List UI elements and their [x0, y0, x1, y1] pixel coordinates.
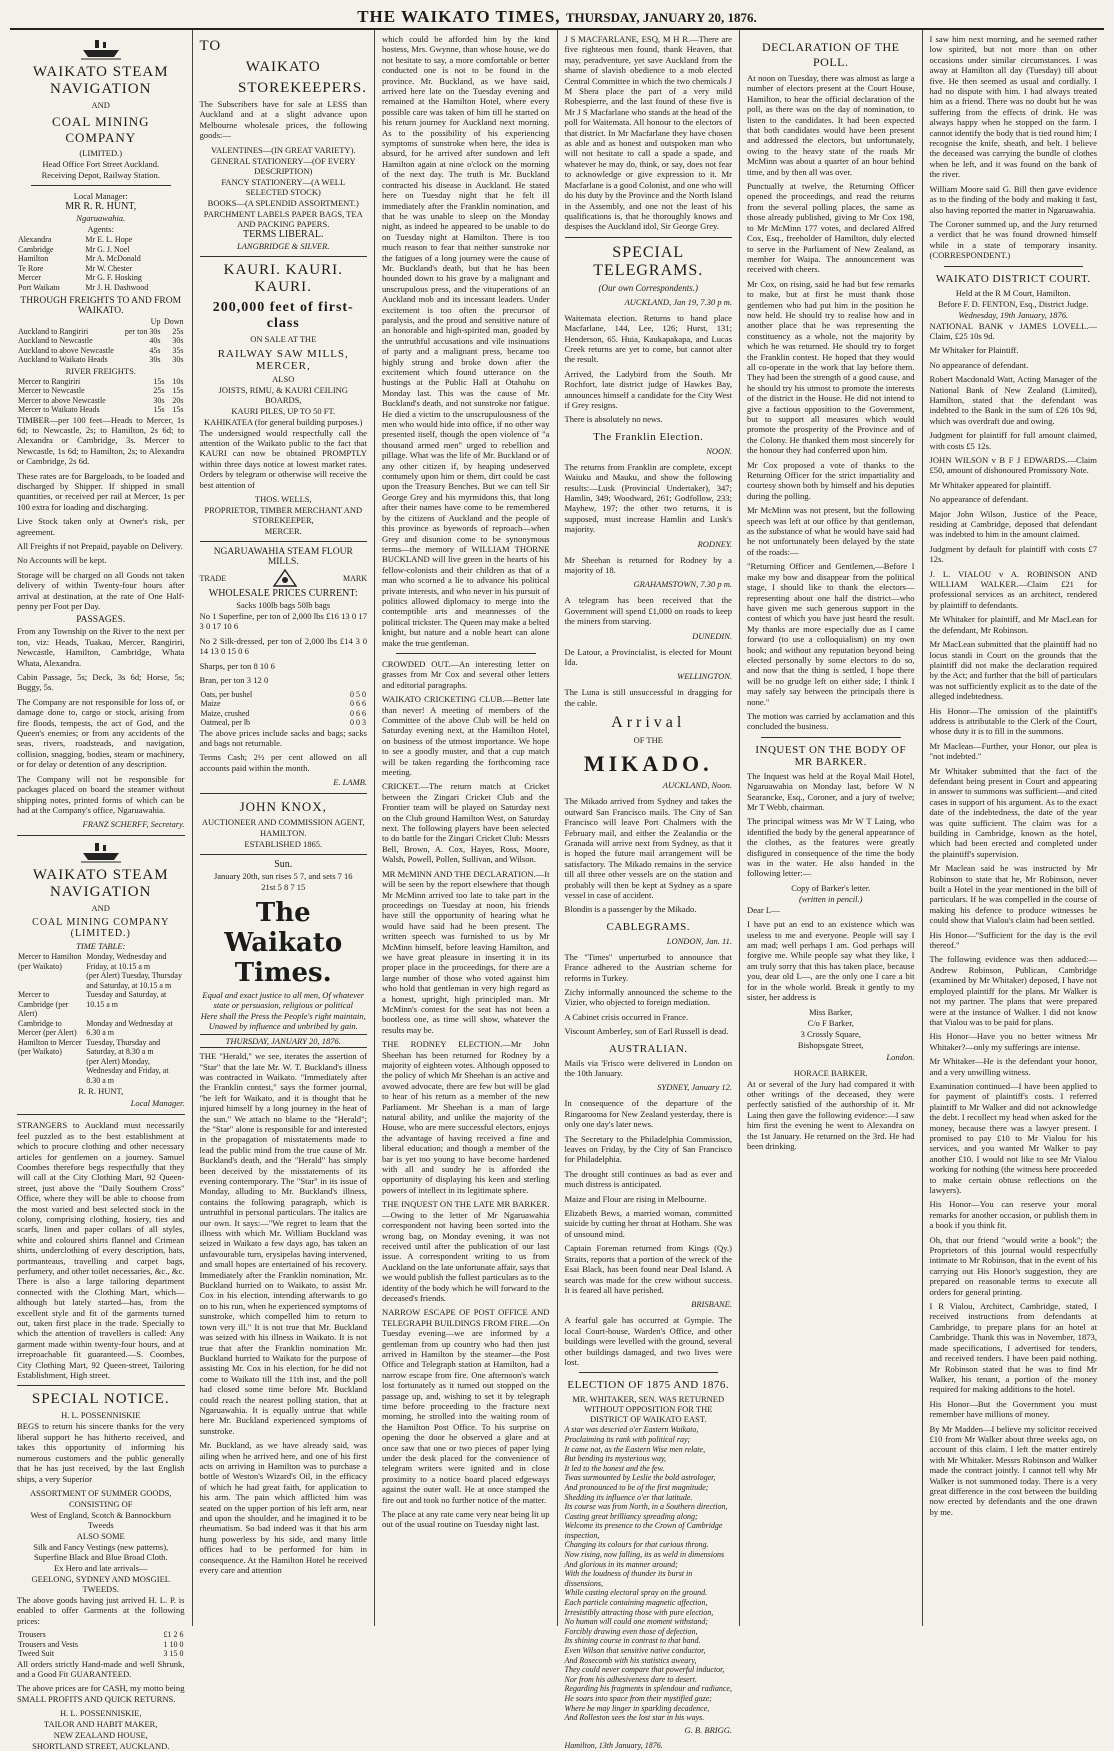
divider	[200, 256, 368, 257]
accounts-note: No Accounts will be kept.	[17, 555, 107, 566]
poem-signature: G. B. BRIGG.	[684, 1724, 732, 1735]
kauri-notice: The undersigned would respectfully call the attention of the Waikato public to the fact that KAURI can now be obtained PROMPTLY within three days notice at lowest market rates. Orders by telegram or otherwise will receive the best attention of	[199, 427, 367, 490]
table-row: Trousers £1 2 6	[18, 1630, 184, 1640]
poem-line: Its shining course in contrast to that band.	[564, 1636, 701, 1646]
wholesale-prices: WHOLESALE PRICES CURRENT:	[208, 588, 358, 600]
telegram: Mr Sheehan is returned for Rodney by a majority of 18.	[564, 554, 732, 576]
table-row: Mercer Mr G. F. Hosking	[18, 273, 142, 282]
dateline: NOON.	[706, 445, 732, 456]
table-row: Mercer to Newcastle 25s 15s	[18, 386, 184, 395]
telegram: Elizabeth Bews, a married woman, committed suicide by cutting her throat at Hotham. She was of unsound mind.	[564, 1208, 732, 1239]
poem-line: And pronounced to be of the first magnitude;	[564, 1482, 709, 1492]
hunt-title: Local Manager.	[130, 1098, 185, 1109]
timber-rates: TIMBER—per 100 feet—Heads to Mercer, 1s 6d; to Newcastle, 2s; to Hamilton, 2s 6d; to Alexandra or Cambridge, 3s. Mercer to Newcastle, 1s 6d; to Hamilton, 2s; to Alexandra or Cambridge, 2s 6d.	[17, 414, 185, 467]
company2-and: AND	[91, 903, 110, 914]
poem-line: With the loudness of thunder its burst in dissensions,	[564, 1569, 693, 1588]
head-office: Head Office Fort Street Auckland.	[42, 159, 160, 169]
live-stock-note: Live Stock taken only at Owner's risk, per agreement.	[17, 516, 185, 537]
column-6	[923, 30, 1105, 1626]
also-label: ALSO	[272, 373, 295, 384]
company-limited: (LIMITED.)	[79, 148, 123, 158]
possenniskie-footer-4: SHORTLAND STREET, AUCKLAND.	[32, 1741, 170, 1751]
possenniskie-footer-2: TAILOR AND HABIT MAKER,	[44, 1719, 158, 1730]
cablegrams-title: CABLEGRAMS.	[606, 920, 690, 933]
columns	[10, 30, 1104, 1751]
masthead-title: THE WAIKATO TIMES,	[357, 7, 561, 26]
flour-mills-title: NGARUAWAHIA STEAM FLOUR MILLS.	[213, 547, 353, 568]
declaration-paragraph: Punctually at twelve, the Returning Officer opened the proceedings, and read the returns from the several polling places, the same as those already published, giving to Mr Cox 198, to Mr McMinn 177 votes, and declared Alfred Cox, Esq., freeholder of Hamilton, duly elected to serve in the Parliament of New Zealand, as member for Waipa. The announcement was received with cheers.	[747, 181, 915, 275]
kahikatea-line: KAHIKATEA (for general building purposes.)	[204, 416, 363, 427]
goods-item: PARCHMENT LABELS PAPER BAGS, TEA AND PACKING PAPERS.	[203, 208, 363, 229]
ex-hero-tweeds: GEELONG, SYDNEY AND MOSGIEL TWEEDS.	[31, 1573, 170, 1594]
court-case: Mr Whitaker for plaintiff, and Mr MacLean for the defendant, Mr Robinson.	[929, 614, 1097, 635]
freights-title: THROUGH FREIGHTS TO AND FROM WAIKATO.	[20, 296, 182, 316]
lamb-signature: E. LAMB.	[333, 777, 367, 788]
table-row: Maize 0 6 6	[200, 699, 366, 708]
company-title-2: COAL MINING COMPANY	[51, 114, 150, 145]
goods-item: FANCY STATIONERY—(A WELL SELECTED STOCK)	[221, 176, 346, 197]
column-2	[193, 30, 376, 1626]
table-row: Mercer to Waikato Heads 15s 15s	[18, 405, 184, 414]
letter-address: Bishopsgate Street,	[797, 1039, 864, 1050]
special-telegrams-title: SPECIAL TELEGRAMS.	[593, 243, 704, 279]
company2-title-2: COAL MINING COMPANY (LIMITED.)	[32, 917, 170, 940]
cash-note: The above prices are for CASH, my motto being SMALL PROFITS AND QUICK RETURNS.	[17, 1683, 185, 1704]
telegram: Viscount Amberley, son of Earl Russell is dead.	[564, 1026, 729, 1037]
court-case: His Honor—But the Government you must remember have millions of money.	[929, 1398, 1097, 1420]
telegram: The Mikado arrived from Sydney and takes the outward San Francisco mails. The City of San Francisco will leave Port Chalmers with the February mail, and either the Zealandia or the Granada will arrive next from Sydney, as that it is hoped the future mail arrangement will be satisfactory. The Mikado remains in the service till all three other vessels are on the station and probably will then be kept at Sydney as a spare vessel in case of accident.	[564, 796, 732, 900]
telegram: The "Times" unperturbed to announce that France adhered to the Austrian scheme for reforms in Turkey.	[564, 951, 732, 983]
liability-note: The Company are not responsible for loss of, or damage done to, cargo or stock, arising from fire floods, tempests, the act of God, and the Queen's enemies; or from any accidents of the seas, rivers, roadsteads, and navigation, collision, snagging, bodies, steam or machinery, or for delay or detention of any description.	[17, 696, 185, 770]
inquest-paragraph: The principal witness was Mr W T Laing, who identified the body by the general appearance of the clothes, as the features were greatly disfigured in consequence of the time the body was in the water. He also handed in the following letter:—	[747, 816, 915, 879]
column-1	[10, 30, 193, 1751]
timetable	[17, 952, 185, 1085]
flour-row: No 1 Superfine, per ton of 2,000 lbs £16 13 0 17 3 0 17 10 6	[199, 611, 367, 632]
poem-line: Welcome its presence to the Crown of Cambridge inspection,	[564, 1521, 723, 1540]
court-case: Judgment by default for plaintiff with costs £7 12s.	[929, 543, 1097, 565]
telegram: Maize and Flour are rising in Melbourne.	[564, 1193, 707, 1204]
dateline: AUCKLAND, Jan 19, 7.30 p m.	[624, 296, 732, 307]
australian-title: AUSTRALIAN.	[608, 1042, 688, 1055]
clothing-prices	[17, 1630, 185, 1659]
court-case: Mr Maclean said he was instructed by Mr Robinson to state that he, Mr Robinson, never built a Hotel in the year mentioned in the bill of particulars. If he was compelled in the course of making his defence to produce witnesses he could show that Vialou's claim had been settled.	[929, 863, 1097, 926]
table-row: Auckland to Newcastle 40s 30s	[18, 336, 184, 345]
telegram: A Cabinet crisis occurred in France.	[564, 1011, 689, 1022]
letter-heading: Copy of Barker's letter.	[791, 882, 871, 893]
thos-wells: THOS. WELLS,	[254, 494, 312, 505]
subscribers-note: The Subscribers have for sale at LESS than Auckland and at a slight advance upon Melbourne wholesale prices, the following goods:—	[199, 99, 367, 141]
table-row: Auckland to Rangiriri per ton 30s 25s	[18, 326, 184, 336]
telegram: Waitemata election. Returns to hand place Macfarlane, 144, Lee, 126; Hurst, 131; Henderson, 65. Huia, Kaukapakapa, and Lucas Creek returns are yet to come, but cannot alter the result.	[564, 312, 732, 365]
dateline: SYDNEY, January 12.	[657, 1082, 732, 1093]
receiving-depot: Receiving Depot, Railway Station.	[41, 170, 160, 180]
court-case: His Honor—"Sufficient for the day is the evil thereof."	[929, 929, 1097, 951]
waikato-heading: WAIKATO	[245, 59, 321, 75]
table-row: Oatmeal, per lb 0 0 3	[200, 718, 366, 727]
motto-2: Here shall the Press the People's right maintain, Unawed by influence and unbribed by gain.	[200, 1011, 366, 1032]
mikado-heading: MIKADO.	[583, 751, 713, 777]
to-heading: TO	[199, 38, 222, 54]
table-row: Alexandra Mr E. L. Hope	[18, 235, 133, 244]
court-case: Judgment for plaintiff for full amount claimed, with costs £5 12s.	[929, 430, 1097, 451]
inquest-title: INQUEST ON THE BODY OF MR BARKER.	[755, 743, 907, 768]
telegram: In consequence of the departure of the Ringarooma for New Zealand yesterday, there is only one day's later news.	[564, 1098, 732, 1130]
table-row: Auckland to Waikato Heads 30s 30s	[18, 355, 184, 364]
court-case: JOHN WILSON v B F J EDWARDS.—Claim £50, amount of dishonoured Promissory Note.	[929, 455, 1097, 476]
paper-title: The Waikato Times.	[224, 898, 343, 989]
inquest-continued: The Coroner summed up, and the Jury returned a verdict that he was found drowned himself while in a state of temporary insanity. (CORRESPONDENT.)	[929, 218, 1097, 261]
poem-date: Hamilton, 13th January, 1876.	[564, 1740, 663, 1750]
dateline: BRISBANE.	[691, 1299, 732, 1310]
passages-title: PASSAGES.	[76, 615, 126, 626]
table-row: Hamilton to Mercer (per Waikato) Tuesday, Thursday and Saturday, at 8.30 a m	[18, 1037, 161, 1057]
table-row: Auckland to above Newcastle 45s 35s	[18, 345, 184, 355]
declaration-paragraph: At noon on Tuesday, there was almost as large a number of electors present at the Court House, Hamilton, to hear the official declaration of the poll, as there was on the day of nomination, to listen to the candidates. It had been expected that both candidates would have been present and addressed the electors, but unfortunately, owing to the heavy state of the roads Mr McMinn was about a quarter of an hour behind time, and by then all was over.	[747, 73, 915, 177]
john-knox: JOHN KNOX,	[239, 799, 327, 815]
fancy-goods: Silk and Fancy Vestings (new patterns), Superfine Black and Blue Broad Cloth.	[33, 1541, 169, 1562]
goods-item: GENERAL STATIONERY—(OF EVERY DESCRIPTION)	[210, 155, 356, 176]
table-row: (per Alert) Monday, Wednesday and Friday, at 8.30 a m	[86, 1056, 169, 1085]
letter-address: Miss Barker,	[808, 1006, 853, 1017]
table-row: Port Waikato Mr J. H. Dashwood	[18, 282, 149, 292]
ex-hero: Ex Hero and late arrivals—	[54, 1562, 148, 1573]
poem-line: A star was descried o'er Eastern Waikato,	[564, 1425, 699, 1435]
rates-note: These rates are for Bargeloads, to be loaded and discharged by Shipper. If shipped in small quantities, or received per rail at Mercer, 1s per 100 extra for loading and discharging.	[17, 470, 185, 512]
letter-address: C/o F Barker,	[807, 1017, 854, 1028]
poem-line: They could never compare that powerful inductor,	[564, 1665, 725, 1675]
letter-body: I have put an end to an existence which was useless to me and everyone. People will say I am mad; well perhaps I am. God perhaps will forgive me. While people say what they like, I am truly sorry that this has taken place, because you, dear old L—, are the only one I care a bit for in the whole world. Break it gently to my sister, her address is	[747, 919, 915, 1003]
storage-note: Storage will be charged on all Goods not taken delivery of within Twenty-four hours after arrival at destination, at the rate of One Half-penny per Foot per Day.	[17, 569, 185, 611]
flour-row: Bran, per ton 3 12 0	[199, 675, 269, 686]
manager-place: Ngaruawahia.	[76, 213, 126, 223]
dateline: LONDON, Jan. 11.	[666, 935, 732, 946]
telegram: The Secretary to the Philadelphia Commission, leaves on Friday, by the City of San Francisco for Philadelphia.	[564, 1133, 732, 1165]
poem-line: Now rising, now falling, its as weld in dimensions	[564, 1550, 725, 1560]
table-row: Up Down	[150, 317, 184, 326]
letter-address: London.	[886, 1051, 915, 1062]
court-case: No appearance of defendant.	[929, 494, 1029, 505]
proprietor-line: PROPRIETOR, TIMBER MERCHANT AND STOREKEEPER,	[204, 505, 363, 526]
trade-mark-icon	[272, 568, 298, 588]
declaration-title: DECLARATION OF THE POLL.	[762, 40, 900, 69]
court-case: His Honor—The omission of the plaintiff's address is attributable to the Clerk of the Court, whose duty it is to fill in the summons.	[929, 705, 1097, 737]
declaration-paragraph: Mr McMinn was not present, but the following speech was left at our office by that gentleman, as the substance of what he would have said had he not unfortunately been delayed by the state of the roads:—	[747, 505, 915, 557]
letter-salutation: Dear L—	[747, 904, 780, 915]
table-row: (per Alert) Tuesday, Thursday and Saturday, at 10.15 a m	[86, 971, 182, 990]
also-some: ALSO SOME	[76, 1530, 125, 1541]
trade-label: TRADE	[199, 573, 227, 583]
company-title: WAIKATO STEAM NAVIGATION	[32, 64, 169, 97]
dateline: GRAHAMSTOWN, 7.30 p m.	[633, 579, 732, 590]
river-freights-table	[17, 377, 185, 415]
possenniskie-footer: H. L. POSSENNISKIE,	[60, 1708, 142, 1719]
feet-heading: 200,000 feet of first-class	[212, 299, 354, 331]
railway-saw-mills: RAILWAY SAW MILLS, MERCER,	[217, 347, 349, 372]
sun-row: January 20th, sun rises 5 7, and sets 7 16	[213, 871, 353, 882]
joists-line: JOISTS, RIMU, & KAURI CEILING BOARDS,	[218, 384, 348, 405]
telegram: The drought still continues as bad as ever and much distress is anticipated.	[564, 1168, 732, 1190]
telegram: A telegram has been received that the Government will spend £1,000 on roads to keep the miners from starving.	[564, 595, 732, 627]
table-row: Trousers and Vests 1 10 0	[18, 1639, 184, 1649]
court-case: His Honor—You can reserve your moral remarks for another occasion, or publish them in a book if you think fit.	[929, 1199, 1097, 1231]
on-sale: ON SALE AT THE	[250, 333, 317, 344]
telegram: De Latour, a Provincialist, is elected for Mount Ida.	[564, 646, 732, 668]
table-row: Mercer to Hamilton (per Waikato) Monday, Wednesday and Friday, at 10.15 a m	[18, 952, 167, 971]
divider	[944, 266, 1084, 267]
manager-name: MR R. R. HUNT,	[65, 201, 137, 212]
terms-cash: Terms Cash; 2½ per cent allowed on all accounts paid within the month.	[199, 752, 367, 773]
column-5	[740, 30, 923, 1626]
court-case: I R Vialou, Architect, Cambridge, stated, I received instructions from defendants at Cambridge, to prepare plans for an hotel at Cambridge. Thank this was in November, 1873, made specifications, I advertised for tenders, and received tenders. I have been paid nothing. Mr Robinson stated that he was to find Mr Walker, his tenant, a portion of the money required for making additions to the hotel.	[929, 1301, 1097, 1395]
divider	[17, 1385, 185, 1386]
table-row: Cambridge to Mercer (per Alert) Monday and Wednesday at 6.30 a m	[18, 1018, 173, 1038]
timetable-title: TIME TABLE:	[76, 941, 126, 952]
tweeds-line: West of England, Scotch & Bannockburn Tweeds	[30, 1509, 171, 1530]
poem-line: And Rosecomb with his statistics aweary,	[564, 1655, 697, 1665]
piles-line: KAURI PILES, UP TO 50 FT.	[231, 405, 336, 416]
poem-line: Proclaiming its rank with political ray;	[564, 1434, 691, 1444]
passages-text: From any Township on the River to the next per ton, viz: Heads, Tuakau, Mercer, Rangiriri, Newcastle, Hamilton, Cambridge, Whata Whata, Alexandra.	[17, 626, 185, 668]
court-case: His Honor—Have you no better witness Mr Whitaker?—only my sufferings are intense.	[929, 1031, 1097, 1052]
divider	[200, 854, 368, 855]
election-poem	[565, 1425, 733, 1722]
divider	[565, 237, 733, 238]
inquest-continued: I saw him next morning, and he seemed rather low spirited, but not more than on other occasions under similar circumstances. I was away at Hamilton all day (Tuesday) till about five. He then seemed as usual and cordially. I had no dispute with him. I had always treated him as a friend. There was no doubt but he was suffering from the effects of drink. He was always happy when he stopped on the farm. I cannot identify the body that is tied round him; I recognise the knife, sheath, and belt. I believe the deceased was carrying the bundle of clothes when he left, and it was found on the bank of the river.	[929, 34, 1097, 180]
court-case: Mr MacLean submitted that the plaintiff had no locus standi in Court on the grounds that the plaintiff did not make the declaration required by the Act; and further that the bill of particulars was not sufficiently explicit as to the date of the alleged indebtedness.	[929, 639, 1097, 702]
sun-title: Sun.	[274, 859, 293, 871]
editorial-paragraph: Mr. Buckland, as we have already said, was ailing when he arrived here, and one of his first acts on arriving in Hamilton was to purchase a bottle of Weston's Wizard's Oil, in the efficacy of which he had great faith, for application to his arm. The pain which afflicted him was seated on the upper portion of his left arm, near and upon the shoulder, and he imagined it to be rheumatism. So bad indeed was it that his arm hung powerless by his side, and many little offices had to be performed for him in consequence. At the Hamilton Hotel he received every care and attention	[199, 1440, 367, 1576]
of-the: OF THE	[633, 735, 663, 746]
election-title: ELECTION OF 1875 AND 1876.	[567, 1379, 730, 1392]
table-row: Hamilton Mr A. McDonald	[18, 254, 141, 263]
table-row: Oats, per bushel 0 5 0	[200, 689, 366, 699]
dateline: AUCKLAND, Noon.	[662, 780, 732, 791]
masthead	[10, 6, 1104, 30]
agents-table	[17, 235, 185, 292]
oats-table	[200, 690, 368, 728]
poem-line: And Rolleston sees the lost star in his ways.	[564, 1713, 705, 1723]
goods-arrived: The above goods having just arrived H. L. P. is enabled to offer Garments at the following prices:	[17, 1594, 185, 1626]
telegram: The Luna is still unsuccessful in dragging for the cable.	[564, 687, 732, 708]
court-case: Examination continued—I have been applied to for payment of plaintiff's costs. I referred plaintiff to Mr Walker and did not acknowledge the debt. I recollect my head when asked for the money, because there was a lawyer present. I promised to pay £10 to Mr Vialou for his services, and you wanted Mr Walker to pay another £10. I would not like to see Mr Vialou working for nothing (the witness here proceeded to make certain obtuse reflections on the lawyers).	[929, 1080, 1097, 1195]
terms-liberal: TERMS LIBERAL.	[242, 228, 324, 240]
paper-date: THURSDAY, JANUARY 20, 1876.	[200, 1034, 368, 1048]
strangers-ad: STRANGERS to Auckland must necessarily feel puzzled as to the best establishment at which to procure clothing and other necessary articles for gentlemen on a journey. Samuel Coombes therefore begs respectfully that they will call at the City Clothing Mart, 92 Queen-street, just above the "Daily Southern Cross" Office, where they will be able to choose from the most varied and best selected stock in the colony, comprising clothing, hosiery, ties and scarfs, linen and paper collars of all styles, white and coloured shirts flannel and Crimean shirts, underclothing of every description, hats, portmanteaus, travelling and carpet bags, perfumery, and other toilet necessaries, &c., &c. There is also a large tailoring department connected with the Clothing Mart, which—although but lately started—has, from the excellent style and fit of the garments turned out, taken first place in the trade. Specially to which the attention of travellers is called: Any garment made within twenty-four hours, and at irreproachable fit guaranteed.—S. Coombes, City Clothing Mart, 92 Queen-street, Tailoring Establishment, High street.	[17, 1120, 185, 1381]
masthead-date: THURSDAY, JANUARY 20, 1876.	[565, 10, 757, 25]
mercer-line: MERCER.	[264, 526, 302, 537]
news-item: WAIKATO CRICKETING CLUB.—Better late than never! A meeting of members of the Committee of the above Club will be held on Saturday evening next, at the Hamilton Hotel, on business of the utmost importance. We hope to see a goodly muster, and that a cup match will be taken regarding the forthcoming race meeting.	[382, 694, 550, 778]
divider	[31, 185, 171, 186]
column-4	[558, 30, 741, 1750]
company-and: AND	[91, 100, 110, 110]
poem-line: Regarding his fragments in splendour and radiance,	[564, 1684, 732, 1694]
inquest-paragraph: The Inquest was held at the Royal Mail Hotel, Ngaruawahia on Monday last, before W N Searancke, Esq., Coroner, and a jury of twelve; Mr T Webb, chairman.	[747, 770, 915, 812]
manager-label: Local Manager:	[73, 191, 128, 201]
editorial-continued: which could be afforded him by the kind hostess, Mrs. Gwynne, than whose house, we do not hesitate to say, a more comfortable or better conducted one is not to be found in the province. Mr. Buckland, as we have said, arrived here late on the Tuesday evening and remained at the Hamilton Hotel, where every possible care was taken of him till he started on his return journey for Auckland next morning. As to the possibility of his experiencing symptoms of sunstroke when here, the idea is absurd, for he arrived after sundown and left Hamilton again at nine o'clock on the morning of the next day. The truth is Mr. Buckland contracted his disease in Auckland. He stated here on Tuesday night that he felt ill immediately after the Franklin nomination, and that he was unable to sleep on the Monday night, as indeed he appeared to be unable to do on Tuesday night at Hamilton. There is too much reason to fear that neither sunstroke nor the fatigues of a long journey were the cause of Mr. Buckland's death, but that he has been hounded down to his grave by a malignant and unscrupulous press, and the vituperations of an Auckland mob and its incessant leaders. Under excitement is too often the precursor of paralysis, and the proud and sensitive nature of an honorable and high-spirited man, goaded by the untruthful accusations and vile insinuations of party and a malignant press, became too highly strung and broke down after the excitement which found utterance on the hustings at the Public Hall at Otahuhu on Monday last. This was the cause of Mr. Buckland's death, and not sunstroke nor fatigue. He died a victim to the unscrupulousness of the men who would hide into office, if no other way presented itself, though the open violence of "a thousand armed men" urged to rebellion and pillage. What was the life of Mr. Buckland or of any other citizen if, by heaping undeserved contumely upon him or them, dirt could be cast upon the Treasury Benches. But we can tell Sir George Grey and his myrmidons this, that long after their names have come to be remembered by the citizens of Auckland and the people of this province as byewords of reproach—when Grey and disunion come to be synonymous terms—the memory of WILLIAM THORNE BUCKLAND will live green in the hearts of his fellow-colonists and their children as that of a man who scorned a lie to advance his political private interests, and who never in his pursuit of politics allowed diplomacy to merge into the contemptible arts and meannesses of the political trickster. The Queen may make a belted knight, but nature and a noble heart can alone make the true gentleman.	[382, 34, 550, 648]
poem-line: Where he may linger in sparkling decadence,	[564, 1703, 710, 1713]
goods-item: VALENTINES—(IN GREAT VARIETY).	[210, 144, 356, 155]
poem-line: Irresistibly attracting those with pure election,	[564, 1607, 714, 1617]
possenniskie-name: H. L. POSSENNISKIE	[61, 1410, 141, 1421]
poem-line: It came not, as the Eastern Wise men relate,	[564, 1444, 706, 1454]
letter-pencil: (written in pencil.)	[798, 893, 863, 904]
freights-table	[17, 317, 185, 365]
telegram: There is absolutely no news.	[564, 414, 663, 425]
news-item: MR McMINN AND THE DECLARATION.—It will be seen by the report elsewhere that though Mr McMinn arrived too late to take part in the proceedings on Tuesday at noon, his friends have still the opportunity of hearing what he would have said had he been present. The written speech was furnished to us by Mr McMinn himself, before leaving Hamilton, and we have great pleasure in inserting it in its proper place in the proceedings, for there are a large number of those who voted against him who hold that gentleman in very high regard as a honest, upright, high principled man. Mr McMinn's contest for the seat has not been a bootless one, as time will show, whatever the results may be.	[382, 868, 550, 1035]
poem-line: Shedding its influence o'er that latitude.	[564, 1492, 693, 1502]
court-title: WAIKATO DISTRICT COURT.	[935, 272, 1091, 285]
possenniskie-body: BEGS to return his sincere thanks for the very liberal support he has hitherto received, and takes this opportunity of informing his numerous customers and the public generally that he has just received, by the last English ships, a very Superior	[17, 1421, 185, 1484]
inquest-paragraph: At or several of the Jury had compared it with other writings of the deceased, they were perfectly satisfied of the authorship of it. Mr Laing then gave the following evidence:—I saw him first the evening he went to Alexandra on the 1st January. He returned on the 3rd. He had been drinking.	[747, 1078, 915, 1151]
divider	[761, 737, 901, 738]
divider	[200, 793, 368, 794]
franklin-title: The Franklin Election.	[593, 430, 704, 443]
auctioneer-line: AUCTIONEER AND COMMISSION AGENT,	[201, 817, 365, 828]
court-case: Mr Whitaker appeared for plaintiff.	[929, 479, 1052, 490]
hunt-signature: R. R. HUNT,	[78, 1086, 124, 1097]
storekeepers-heading: STOREKEEPERS.	[238, 80, 367, 96]
court-case: No appearance of defendant.	[929, 359, 1029, 370]
sacks-header: Sacks 100lb bags 50lb bags	[236, 600, 331, 611]
river-freights-title: RIVER FREIGHTS.	[65, 365, 136, 376]
telegram: A fearful gale has occurred at Gympie. The local Court-house, Warden's Office, and other buildings were levelled with the ground, several other buildings damaged, and two lives were lost.	[564, 1315, 732, 1367]
cabin-fares: Cabin Passage, 5s; Deck, 3s 6d; Horse, 5s; Buggy, 5s.	[17, 672, 185, 693]
poem-line: Each particle containing magnetic affection,	[564, 1598, 708, 1608]
telegram: Arrived, the Ladybird from the South. Mr Rochfort, late district judge of Hawkes Bay, announces himself a candidate for the City West if Grey resigns.	[564, 368, 732, 410]
declaration-paragraph: "Returning Officer and Gentlemen,—Before I make my bow and disappear from the political stage, I should like to thank the electors—representing about one half the district—who have given me such generous support in the contest of which you have just heard the result. My thanks are more especially due as I came forward (to use a colloquialism) on my own hook; and without any reputation beyond being elected personally by some electors to do so, and now that the thing is settled, I hope there will be no grudge left on either side; I think I may safely say between the principals there is none."	[747, 561, 915, 707]
mark-label: MARK	[342, 573, 367, 583]
flour-row: Sharps, per ton 8 10 6	[199, 660, 275, 671]
election-subtitle: MR. WHITAKER, SEN. WAS RETURNED WITHOUT OPPOSITION FOR THE DISTRICT OF WAIKATO EAST.	[572, 1394, 725, 1425]
news-item: The place at any rate came very near being lit up out of the usual routine on Tuesday night last.	[382, 1509, 550, 1530]
flour-row: No 2 Silk-dressed, per ton of 2,000 lbs £14 3 0 14 13 0 15 0 6	[199, 635, 367, 657]
poem-line: Even Wilson that sensitive native conductor,	[564, 1646, 706, 1655]
divider	[200, 541, 368, 542]
poem-line: Changing its colours for that curious throng.	[564, 1540, 709, 1550]
news-item: THE INQUEST ON THE LATE MR BARKER.—Owing to the letter of Mr Ngaruawahia correspondent not having been sorted into the wrong bag, on Monday evening, it was not received until after the publication of our last issue. A correspondent writing to us from Auckland on the late unfortunate affair, says that we would publish the fullest particulars as to the identity of the body which he will forward to the deceased's friends.	[382, 1199, 550, 1303]
divider	[396, 653, 536, 654]
special-notice-title: SPECIAL NOTICE.	[31, 1391, 170, 1408]
court-case: Mr Whitaker for Plaintiff.	[929, 345, 1019, 356]
possenniskie-footer-3: NEW ZEALAND HOUSE,	[53, 1730, 148, 1741]
court-case: Mr Whitaker—He is the defendant your honor, and a very unwilling witness.	[929, 1056, 1097, 1077]
company2-title: WAIKATO STEAM NAVIGATION	[32, 867, 169, 901]
declaration-paragraph: Mr Cox proposed a vote of thanks to the Returning Officer for the strict impartiality and courtesy shown both by himself and his deputies during the polling.	[747, 459, 915, 501]
dateline: DUNEDIN.	[692, 630, 732, 641]
dateline: WELLINGTON.	[677, 671, 732, 682]
poem-line: He soars into space from their mystified gaze;	[564, 1693, 712, 1703]
prepaid-note: All Freights if not Prepaid, payable on Delivery.	[17, 540, 183, 551]
poem-line: And glorious in its manner around;	[564, 1559, 678, 1569]
table-row: Te Rore Mr W. Chester	[18, 263, 133, 273]
telegram: Zichy informally announced the scheme to the Vizier, who objected to foreign mediation.	[564, 986, 732, 1008]
established-line: ESTABLISHED 1865.	[244, 839, 323, 850]
table-row: Mercer to Cambridge (per Alert) Tuesday and Saturday, at 10.15 a m	[18, 990, 167, 1019]
court-case: The following evidence was then adduced:—Andrew Robinson, Publican, Cambridge (examined by Mr Whitaker) deposed, I have not employed plaintiff for the plans. Mr Walker is not my partner. The plans that were prepared were at the instance of Walker. I did not know that Vialou was to be paid for plans.	[929, 954, 1097, 1027]
inquest-continued: William Moore said G. Bill then gave evidence as to the finding of the body and making it fast, also having reported the matter in Ngaruawahia.	[929, 183, 1097, 215]
arrival-heading: Arrival	[611, 714, 686, 732]
table-row: Cambridge Mr G. J. Noel	[18, 244, 130, 254]
motto-1: Equal and exact justice to all men, Of whatever state or persuasion, religious or political	[202, 990, 365, 1011]
telegram: Blondin is a passenger by the Mikado.	[564, 904, 697, 915]
court-case: NATIONAL BANK v JAMES LOVELL.—Claim, £25 10s 9d.	[929, 320, 1097, 341]
court-date: Wednesday, 19th January, 1876.	[958, 309, 1069, 320]
letter-address: 3 Crossly Square,	[800, 1028, 861, 1039]
macfarlane-item: J S MACFARLANE, ESQ, M H R.—There are five righteous men found, thank Heaven, that may, peradventure, yet save Auckland from the shame of slavish obedience to a mob elected Central Committee in which the two chemicals J M Shera place the part of a very mild Robespierre, and the last found of these five is Mr J S Macfarlane who stands at the head of the poll for Waitemata. All honour to the electors of that district. In Mr Macfarlane they have chosen as able and as honest and outspoken man who will not hesitate to call a spade a spade, and whatever he may do, think, or say, does not fear to acknowledge or give expression to it. Mr Macfarlane is a good Colonist, and one who will do his duty by the Province and the North Island in the Assembly, and one not the least of his qualifications is, that he thoroughly knows and despises the Auckland idol, Sir George Grey.	[564, 34, 732, 232]
poem-line: Casting great brilliancy spreading along;	[564, 1511, 698, 1521]
steamship-icon	[81, 38, 121, 60]
poem-line: But bending its mysterious way,	[564, 1454, 667, 1464]
consisting-of: CONSISTING OF	[68, 1498, 133, 1509]
agents-label: Agents:	[87, 224, 114, 234]
poem-line: Nor from his adhesiveness dare to desert.	[564, 1674, 698, 1684]
poem-line: Forcibly drawing even those of defection,	[564, 1626, 698, 1636]
prices-note: The above prices include sacks and bags; sacks and bags not returnable.	[199, 727, 367, 748]
table-row: Maize, crushed 0 6 6	[200, 708, 366, 718]
news-item: CRICKET.—The return match at Cricket between the Zingari Cricket Club and the Frontier team will be played on Saturday next on the Club ground Hamilton West, on Saturday next. The following players have been selected to do battle for the Zingari Cricket Club: Messrs Bell, Brown, A. Cox, Hayes, Ross, Moore, Walsh, Powell, Pollen, Sullivan, and Wilson.	[382, 781, 550, 865]
declaration-paragraph: Mr Cox, on rising, said he had but few remarks to make, but at first he must thank those gentlemen who had put him in the position he now held. He should try to realise how and in another place that he was representing the constituency as a whole, not the majority by which he was returned. He should try to forget the Franklin contest. He hoped that they would all co-operate in the work that lay before them. They had been the strength of a good cause, and he should try his utmost to promote the interests of the district in the House. He did not intend to give a factious opposition to the Government, but to support all measures which would promote the prosperity of the Province and of the Colony. He thanked them most sincerely for the honour they had conferred upon him.	[747, 278, 915, 456]
court-case: Oh, that our friend "would write a book"; the Proprietors of this journal would respectfully intimate to Mr Robinson, that in the event of his carrying out His Honor's suggestion, they are prepared on reasonable terms to execute all orders for general printing.	[929, 1234, 1097, 1297]
poem-line: It led to the honest and the few.	[564, 1463, 665, 1473]
court-place: Held at the R M Court, Hamilton.	[955, 287, 1071, 298]
packages-note: The Company will not be responsible for packages placed on board the steamer without shipping notes, printed forms of which can be had at the Company's office, Ngaruawahia.	[17, 773, 185, 815]
orders-note: All orders strictly Hand-made and well Shrunk, and a Good Fit GUARANTEED.	[17, 1658, 185, 1680]
assortment-heading: ASSORTMENT OF SUMMER GOODS,	[30, 1487, 172, 1498]
table-row: Tweed Suit 3 15 0	[18, 1649, 184, 1659]
divider	[17, 835, 185, 836]
court-case: Mr Maclean—Further, your Honor, our plea is "not indebted."	[929, 740, 1097, 762]
court-case: Robert Macdonald Watt, Acting Manager of the National Bank of New Zealand (Limited), Hamilton, stated that the defendant was indebted to the Bank in the sum of £26 10s 9d, which was overdraft due and owing.	[929, 374, 1097, 426]
news-item: THE RODNEY ELECTION.—Mr John Sheehan has been returned for Rodney by a majority of eighteen votes. Although opposed to the policy of which Mr Sheehan is an active and avowed advocate, there are few but will be glad to hear of his return as a member of the new Parliament. Mr Sheehan is a man of large natural ability, and unlike the majority of the House, who are mere successful electors, enjoys the advantage of having received a fine and liberal education; and though a member of the bar is yet too young to have become hardened with all and sundry he is afforded the opportunity of displaying his keen and sterling powers of intellect in its legitimate sphere.	[382, 1039, 550, 1195]
declaration-paragraph: The motion was carried by acclamation and this concluded the business.	[747, 710, 915, 732]
poem-line: No human will could one moment withstand;	[564, 1617, 709, 1627]
editorial-paragraph: THE "Herald," we see, iterates the assertion of "Star" that the late Mr. W. T. Buckland's illness was contracted in Waikato. "Immediately after the Franklin contest," says the former journal, "he left for Waikato, and it is thought that he injured himself by a long journey in the heat of the sun." We attach no blame to the "Herald"; the "Star" alone is responsible for and interested in the propagation of misstatements made to lead the public mind from the true cause of Mr. Buckland's death, and the "Herald" has simply been deceived by the misstatements of its evening contemporary. The "Star" in its issue of Monday, alluding to Mr. Buckland's illness, contains the following paragraph, which is untruthful in personal particulars. The italics are our own. It says:—"We regret to learn that the illness with which Mr. William Buckland was seized in Waikato a few days ago, has taken an unfavourable turn, erysipelas having intervened, and small hopes are entertained of his recovery. Immediately after the Franklin nomination, Mr. Buckland hurried on to Waikato, to assist Mr. Cox in his election, intending afterwards to go on to his run, when he experienced symptoms of sunstroke, which compelled him to return to town very ill." It is not true that Mr. Buckland was seized with his illness in Waikato. It is not true that after the Franklin nomination Mr. Buckland hurried to Waikato for the purpose of assisting Mr. Cox in his election, for he did not come to Waikato till the 11th inst, and the poll had closed some time before Mr. Buckland could reach the nearest polling station, that at Ngaruawahia. It is equally untrue that while here Mr. Buckland experienced symptoms of sunstroke.	[199, 1051, 367, 1436]
column-3	[375, 30, 558, 1626]
news-item: CROWDED OUT.—An interesting letter on grasses from Mr Cox and several other letters and editorial paragraphs.	[382, 658, 550, 690]
news-item: NARROW ESCAPE OF POST OFFICE AND TELEGRAPH BUILDINGS FROM FIRE.—On Tuesday evening—we are informed by a gentleman from up country who had then just arrived in Hamilton by the steamer—the Post Office and Telegraph station at Hamilton, had a narrow escape from fire. One afternoon's watch lost fortunately as it turned out stopped on the passage up, and, wishing to set it by telegraph time before proceeding to the fracture next morning, he strolled into the waiting room of the Hamilton Post Office. To his surprise on opening the door he observed a glare and at once saw that one or two pieces of paper lying under the desk placed for the convenience of telegram writers were ignited and in close proximity to a notice board placed edgeways against the outer wall. He at once stamped the fire out and took no further notice of the matter.	[382, 1307, 550, 1505]
court-case: Mr Whitaker submitted that the fact of the defendant being present in Court and appearing in answer to summons was sufficient—and cited cases in support of his argument. As to the exact date of the indebtedness, the date of the year was quite sufficient. The claim was for a building in Cambridge, known as the hotel, which had been erected and completed under the plaintiff's supervision.	[929, 765, 1097, 859]
dateline: RODNEY.	[697, 538, 732, 549]
court-case: J. L. VIALOU v A. ROBINSON AND WILLIAM WALKER.—Claim £21 for professional services as an architect, rendered by plaintiff to defendants.	[929, 568, 1097, 610]
court-case: Major John Wilson, Justice of the Peace, residing at Cambridge, deposed that defendant was indebted to him in the amount claimed.	[929, 508, 1097, 540]
correspondents-line: (Our own Correspondents.)	[598, 282, 698, 293]
steamship-icon	[81, 841, 121, 863]
langbridge-signature: LANGBRIDGE & SILVER.	[237, 240, 330, 251]
court-case: By Mr Madden—I believe my solicitor received £10 from Mr Walker about three weeks ago, on account of this claim. I left the matter entirely with Mr Whitaker. Messrs Robinson and Walker made the contract jointly. I cannot tell why Mr Walker is not summoned today. There is a very great difference in the cost between the building now erected by defendants and the one drawn by me.	[929, 1423, 1097, 1517]
table-row: Mercer to Rangiriri 15s 10s	[18, 376, 184, 386]
court-judge: Before F. D. FENTON, Esq., District Judge.	[938, 298, 1089, 309]
sun-row: 21st 5 8 7 15	[261, 882, 306, 893]
kauri-heading: KAURI. KAURI. KAURI.	[223, 261, 343, 295]
divider	[579, 1372, 719, 1373]
letter-signature: HORACE BARKER.	[793, 1067, 868, 1078]
telegram: Captain Foreman returned from Kings (Qy.) Straits, reports that a portion of the wreck of the Esai Black, has been found near Deal Island. A search was made for the crew without success. It is feared all have perished.	[564, 1243, 732, 1295]
poem-line: Twas surmounted by Leslie the bold astrologer,	[564, 1473, 716, 1483]
secretary-signature: FRANZ SCHERFF, Secretary.	[82, 819, 185, 830]
poem-line: While casting electoral spray on the ground.	[564, 1588, 708, 1598]
poem-line: Its course was from North, in a Southern direction,	[564, 1502, 728, 1512]
goods-item: BOOKS—(A SPLENDID ASSORTMENT.)	[207, 197, 359, 208]
telegram: The returns from Franklin are complete, except Waiuku and Mauku, and show the following results:—Lusk (Provincial Undertaker), 347; Hamlin, 349; Woodward, 261; Godfollow, 233; Mayhew, 197; the other two returns, it is supposed, must increase Hamlin and Lusk's majority.	[564, 461, 732, 535]
hamilton-line: HAMILTON.	[259, 828, 307, 839]
divider	[17, 1114, 185, 1115]
telegram: Mails via 'Frisco were delivered in London on the 10th January.	[564, 1057, 732, 1078]
table-row: Mercer to above Newcastle 30s 20s	[18, 395, 184, 405]
